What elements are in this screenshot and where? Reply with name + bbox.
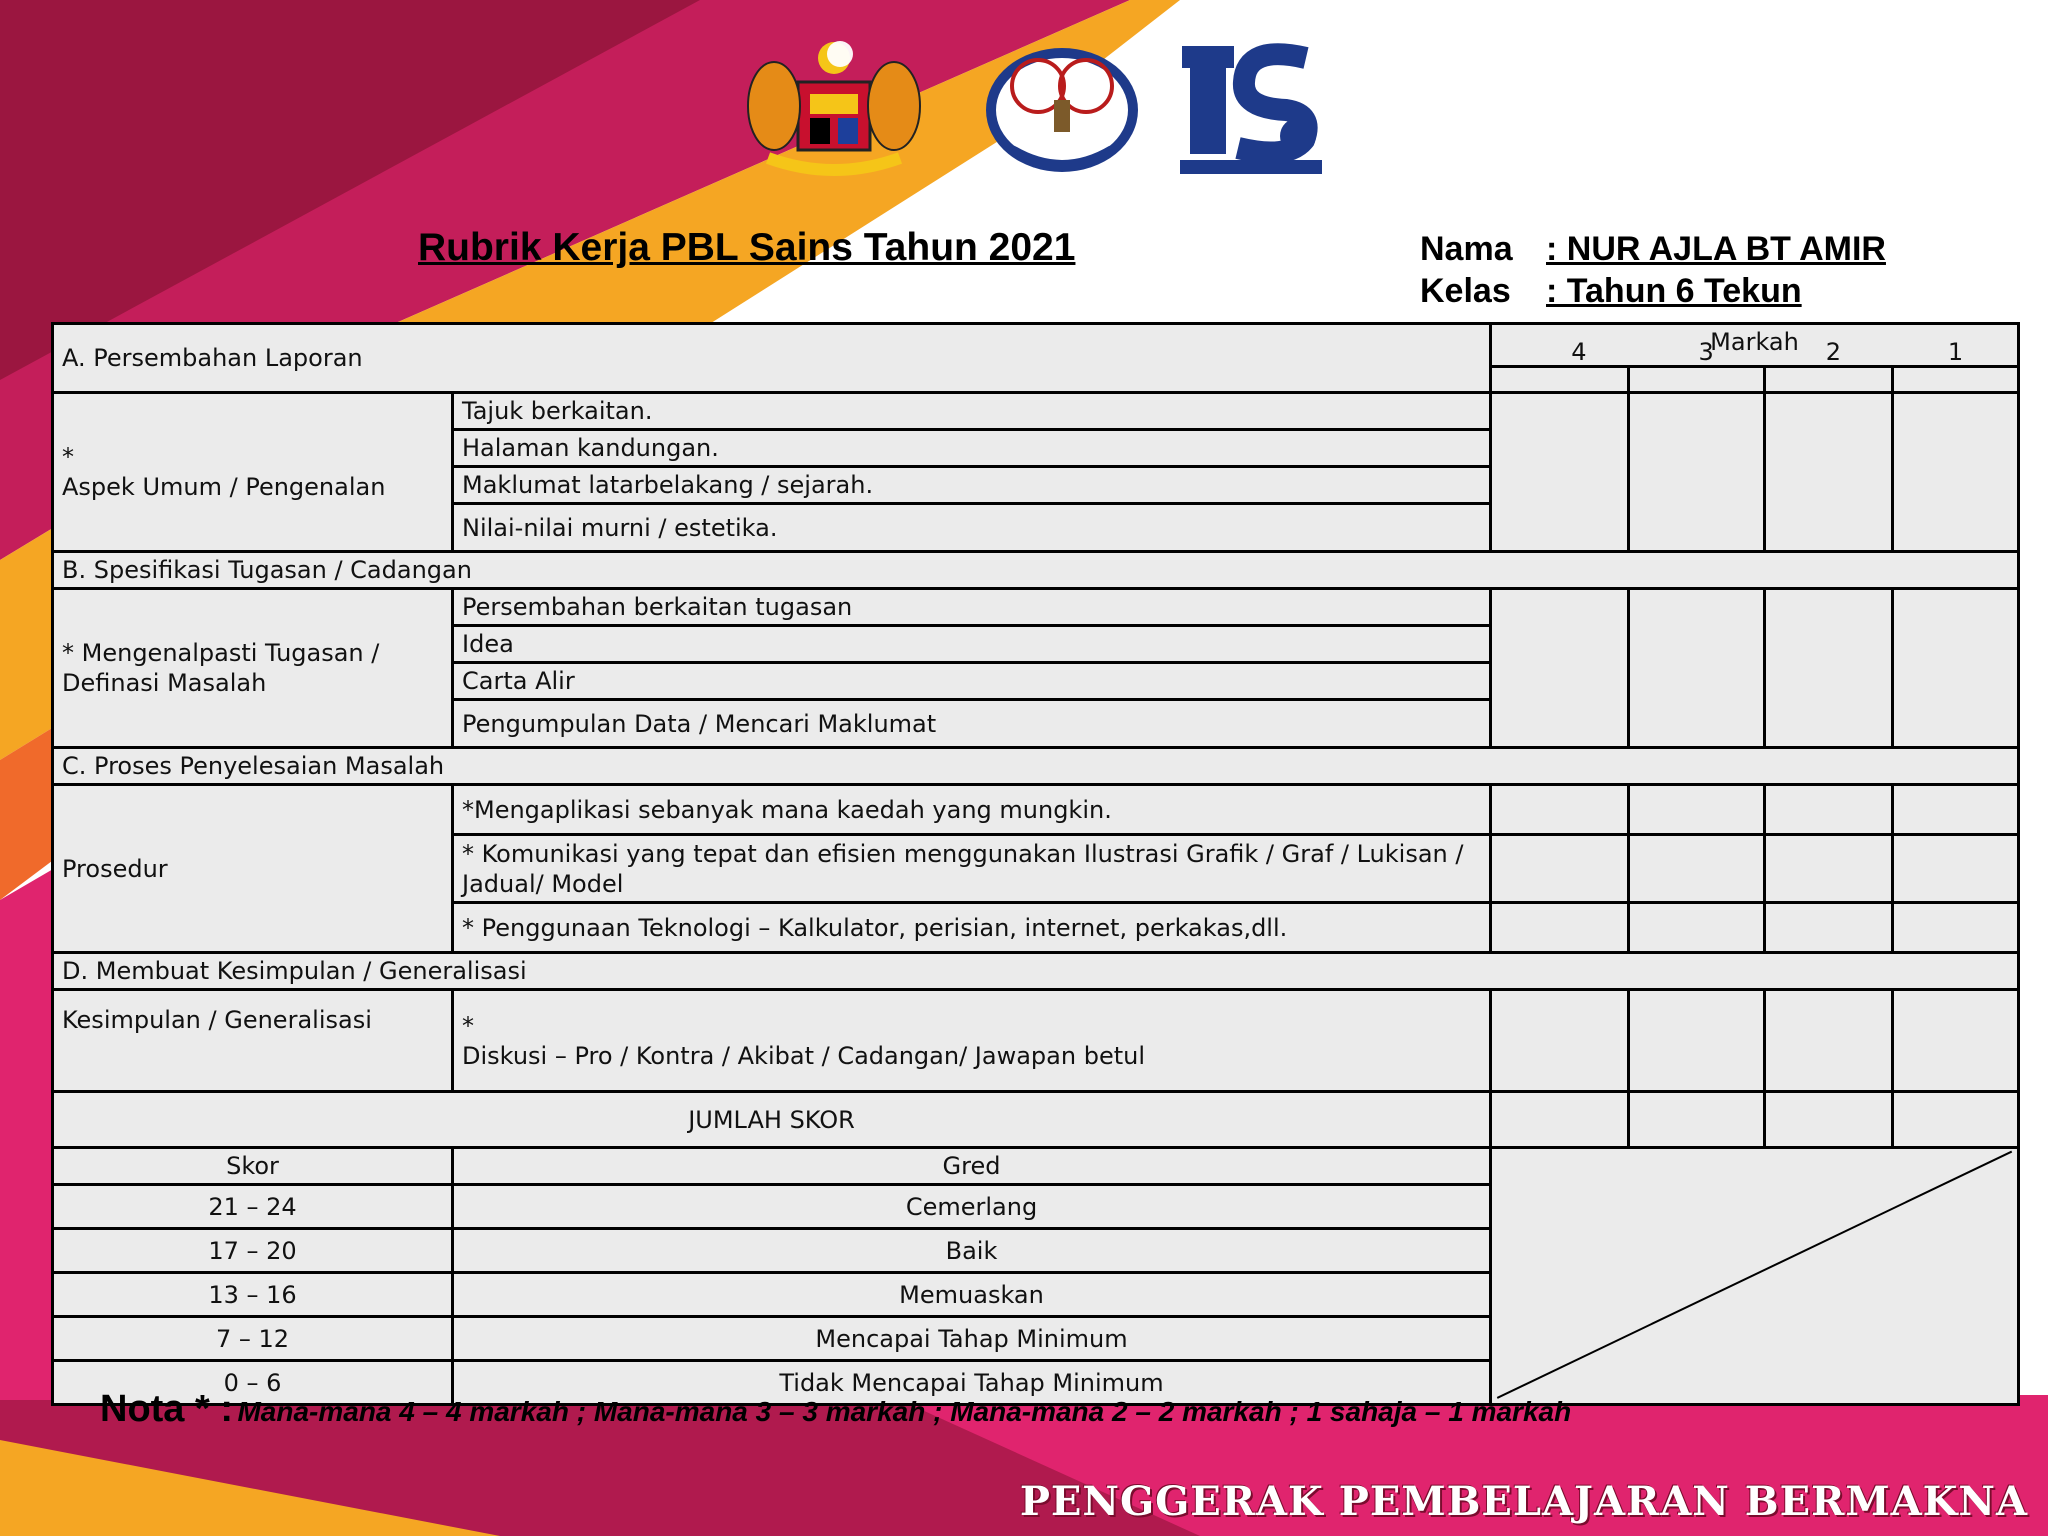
mark-cell[interactable] — [1765, 785, 1893, 835]
mark-cell[interactable] — [1491, 785, 1629, 835]
section-d-item-star: * — [462, 1011, 474, 1040]
grade-gred: Tidak Mencapai Tahap Minimum — [453, 1361, 1491, 1405]
criteria-item — [453, 990, 1491, 1092]
section-a-aspect — [53, 393, 453, 552]
section-d-aspect: Kesimpulan / Generalisasi — [53, 990, 453, 1092]
nota-label: Nota * : — [100, 1388, 233, 1430]
section-a-row — [53, 393, 2019, 430]
mark-cell[interactable] — [1491, 393, 1629, 552]
markah-col-2: 2 — [1825, 338, 1842, 366]
grade-skor: 21 – 24 — [53, 1185, 453, 1229]
markah-col-3: 3 — [1698, 338, 1714, 366]
mark-cell[interactable] — [1893, 990, 2019, 1092]
grade-skor: 13 – 16 — [53, 1273, 453, 1317]
criteria-item: Idea — [453, 626, 1491, 663]
diagonal-line — [1492, 1149, 2017, 1403]
total-cell[interactable] — [1765, 1092, 1893, 1148]
criteria-item: Nilai-nilai murni / estetika. — [453, 504, 1491, 552]
mark-cell[interactable] — [1765, 589, 1893, 748]
criteria-item: Halaman kandungan. — [453, 430, 1491, 467]
grade-gred: Mencapai Tahap Minimum — [453, 1317, 1491, 1361]
grade-gred: Cemerlang — [453, 1185, 1491, 1229]
total-cell[interactable] — [1893, 1092, 2019, 1148]
jumlah-skor-row — [53, 1092, 2019, 1148]
mark-cell[interactable] — [1893, 903, 2019, 953]
mark-cell[interactable] — [1765, 393, 1893, 552]
mark-cell[interactable] — [1893, 835, 2019, 903]
criteria-item: * Penggunaan Teknologi – Kalkulator, perisian, internet, perkakas,dll. — [453, 903, 1491, 953]
mark-cell[interactable] — [1491, 367, 1629, 393]
mark-cell[interactable] — [1893, 367, 2019, 393]
section-a-title: A. Persembahan Laporan — [53, 324, 1491, 393]
mark-cell[interactable] — [1491, 835, 1629, 903]
rubric-table — [51, 322, 2020, 1406]
section-b-aspect: * Mengenalpasti Tugasan / Definasi Masalah — [53, 589, 453, 748]
markah-header-wrap — [1500, 327, 2009, 366]
grade-gred: Baik — [453, 1229, 1491, 1273]
criteria-item: Carta Alir — [453, 663, 1491, 700]
footer-slogan: PENGGERAK PEMBELAJARAN BERMAKNA — [1019, 1478, 2028, 1525]
grade-gred: Memuaskan — [453, 1273, 1491, 1317]
mark-cell[interactable] — [1893, 393, 2019, 552]
criteria-item: *Mengaplikasi sebanyak mana kaedah yang mungkin. — [453, 785, 1491, 835]
mark-cell[interactable] — [1765, 367, 1893, 393]
nota-text: Mana-mana 4 – 4 markah ; Mana-mana 3 – 3 markah ; Mana-mana 2 – 2 markah ; 1 sahaja – 1 markah — [237, 1396, 1572, 1427]
criteria-item: Persembahan berkaitan tugasan — [453, 589, 1491, 626]
mark-cell[interactable] — [1629, 835, 1765, 903]
markah-col-4: 4 — [1571, 338, 1587, 366]
kelas-value — [1546, 272, 1802, 311]
grade-header-row — [53, 1148, 2019, 1185]
malaysia-coat-of-arms-logo — [738, 36, 930, 186]
section-d-row — [53, 990, 2019, 1092]
mark-cell[interactable] — [1765, 990, 1893, 1092]
mark-cell[interactable] — [1765, 835, 1893, 903]
grade-skor: 7 – 12 — [53, 1317, 453, 1361]
section-c-row — [53, 785, 2019, 835]
nama-value — [1546, 230, 1886, 269]
criteria-item: Pengumpulan Data / Mencari Maklumat — [453, 700, 1491, 748]
section-d-header-row — [53, 953, 2019, 990]
total-cell[interactable] — [1629, 1092, 1765, 1148]
criteria-item: Tajuk berkaitan. — [453, 393, 1491, 430]
jumlah-skor-label: JUMLAH SKOR — [53, 1092, 1491, 1148]
mark-cell[interactable] — [1629, 785, 1765, 835]
nota-line — [100, 1388, 1571, 1431]
grade-skor: 0 – 6 — [53, 1361, 453, 1405]
section-a-header-row — [53, 324, 2019, 367]
total-cell[interactable] — [1491, 1092, 1629, 1148]
mark-cell[interactable] — [1765, 903, 1893, 953]
diagonal-empty-cell — [1491, 1148, 2019, 1405]
section-b-title: B. Spesifikasi Tugasan / Cadangan — [53, 552, 2019, 589]
section-d-item-text: Diskusi – Pro / Kontra / Akibat / Cadangan/ Jawapan betul — [462, 1041, 1145, 1070]
skor-header: Skor — [53, 1148, 453, 1185]
mark-cell[interactable] — [1629, 393, 1765, 552]
section-c-aspect: Prosedur — [53, 785, 453, 953]
kelas-label: Kelas — [1420, 272, 1511, 310]
nama-label: Nama — [1420, 230, 1513, 268]
section-d-title: D. Membuat Kesimpulan / Generalisasi — [53, 953, 2019, 990]
criteria-item: Maklumat latarbelakang / sejarah. — [453, 467, 1491, 504]
mark-cell[interactable] — [1629, 903, 1765, 953]
section-c-header-row — [53, 748, 2019, 785]
mark-cell[interactable] — [1491, 990, 1629, 1092]
mark-cell[interactable] — [1629, 589, 1765, 748]
kelas-value-text: : Tahun 6 Tekun — [1546, 272, 1802, 310]
school-crest-logo — [982, 30, 1142, 180]
section-b-header-row — [53, 552, 2019, 589]
section-c-title: C. Proses Penyelesaian Masalah — [53, 748, 2019, 785]
mark-cell[interactable] — [1491, 903, 1629, 953]
section-a-aspect-text: Aspek Umum / Pengenalan — [62, 473, 386, 501]
criteria-item: * Komunikasi yang tepat dan efisien menggunakan Ilustrasi Grafik / Graf / Lukisan / Jadual/ Model — [453, 835, 1491, 903]
mark-cell[interactable] — [1629, 990, 1765, 1092]
page-title: Rubrik Kerja PBL Sains Tahun 2021 — [418, 226, 1076, 269]
markah-label: Markah — [1710, 328, 1799, 356]
mark-cell[interactable] — [1893, 785, 2019, 835]
grade-skor: 17 – 20 — [53, 1229, 453, 1273]
section-b-row — [53, 589, 2019, 626]
mark-cell[interactable] — [1629, 367, 1765, 393]
mark-cell[interactable] — [1893, 589, 2019, 748]
nama-value-text: : NUR AJLA BT AMIR — [1546, 230, 1886, 268]
markah-col-1: 1 — [1947, 338, 1964, 366]
gred-header: Gred — [453, 1148, 1491, 1185]
section-a-aspect-star: * — [62, 443, 74, 471]
mark-cell[interactable] — [1491, 589, 1629, 748]
ts25-logo — [1176, 36, 1326, 180]
markah-header — [1491, 324, 2019, 367]
